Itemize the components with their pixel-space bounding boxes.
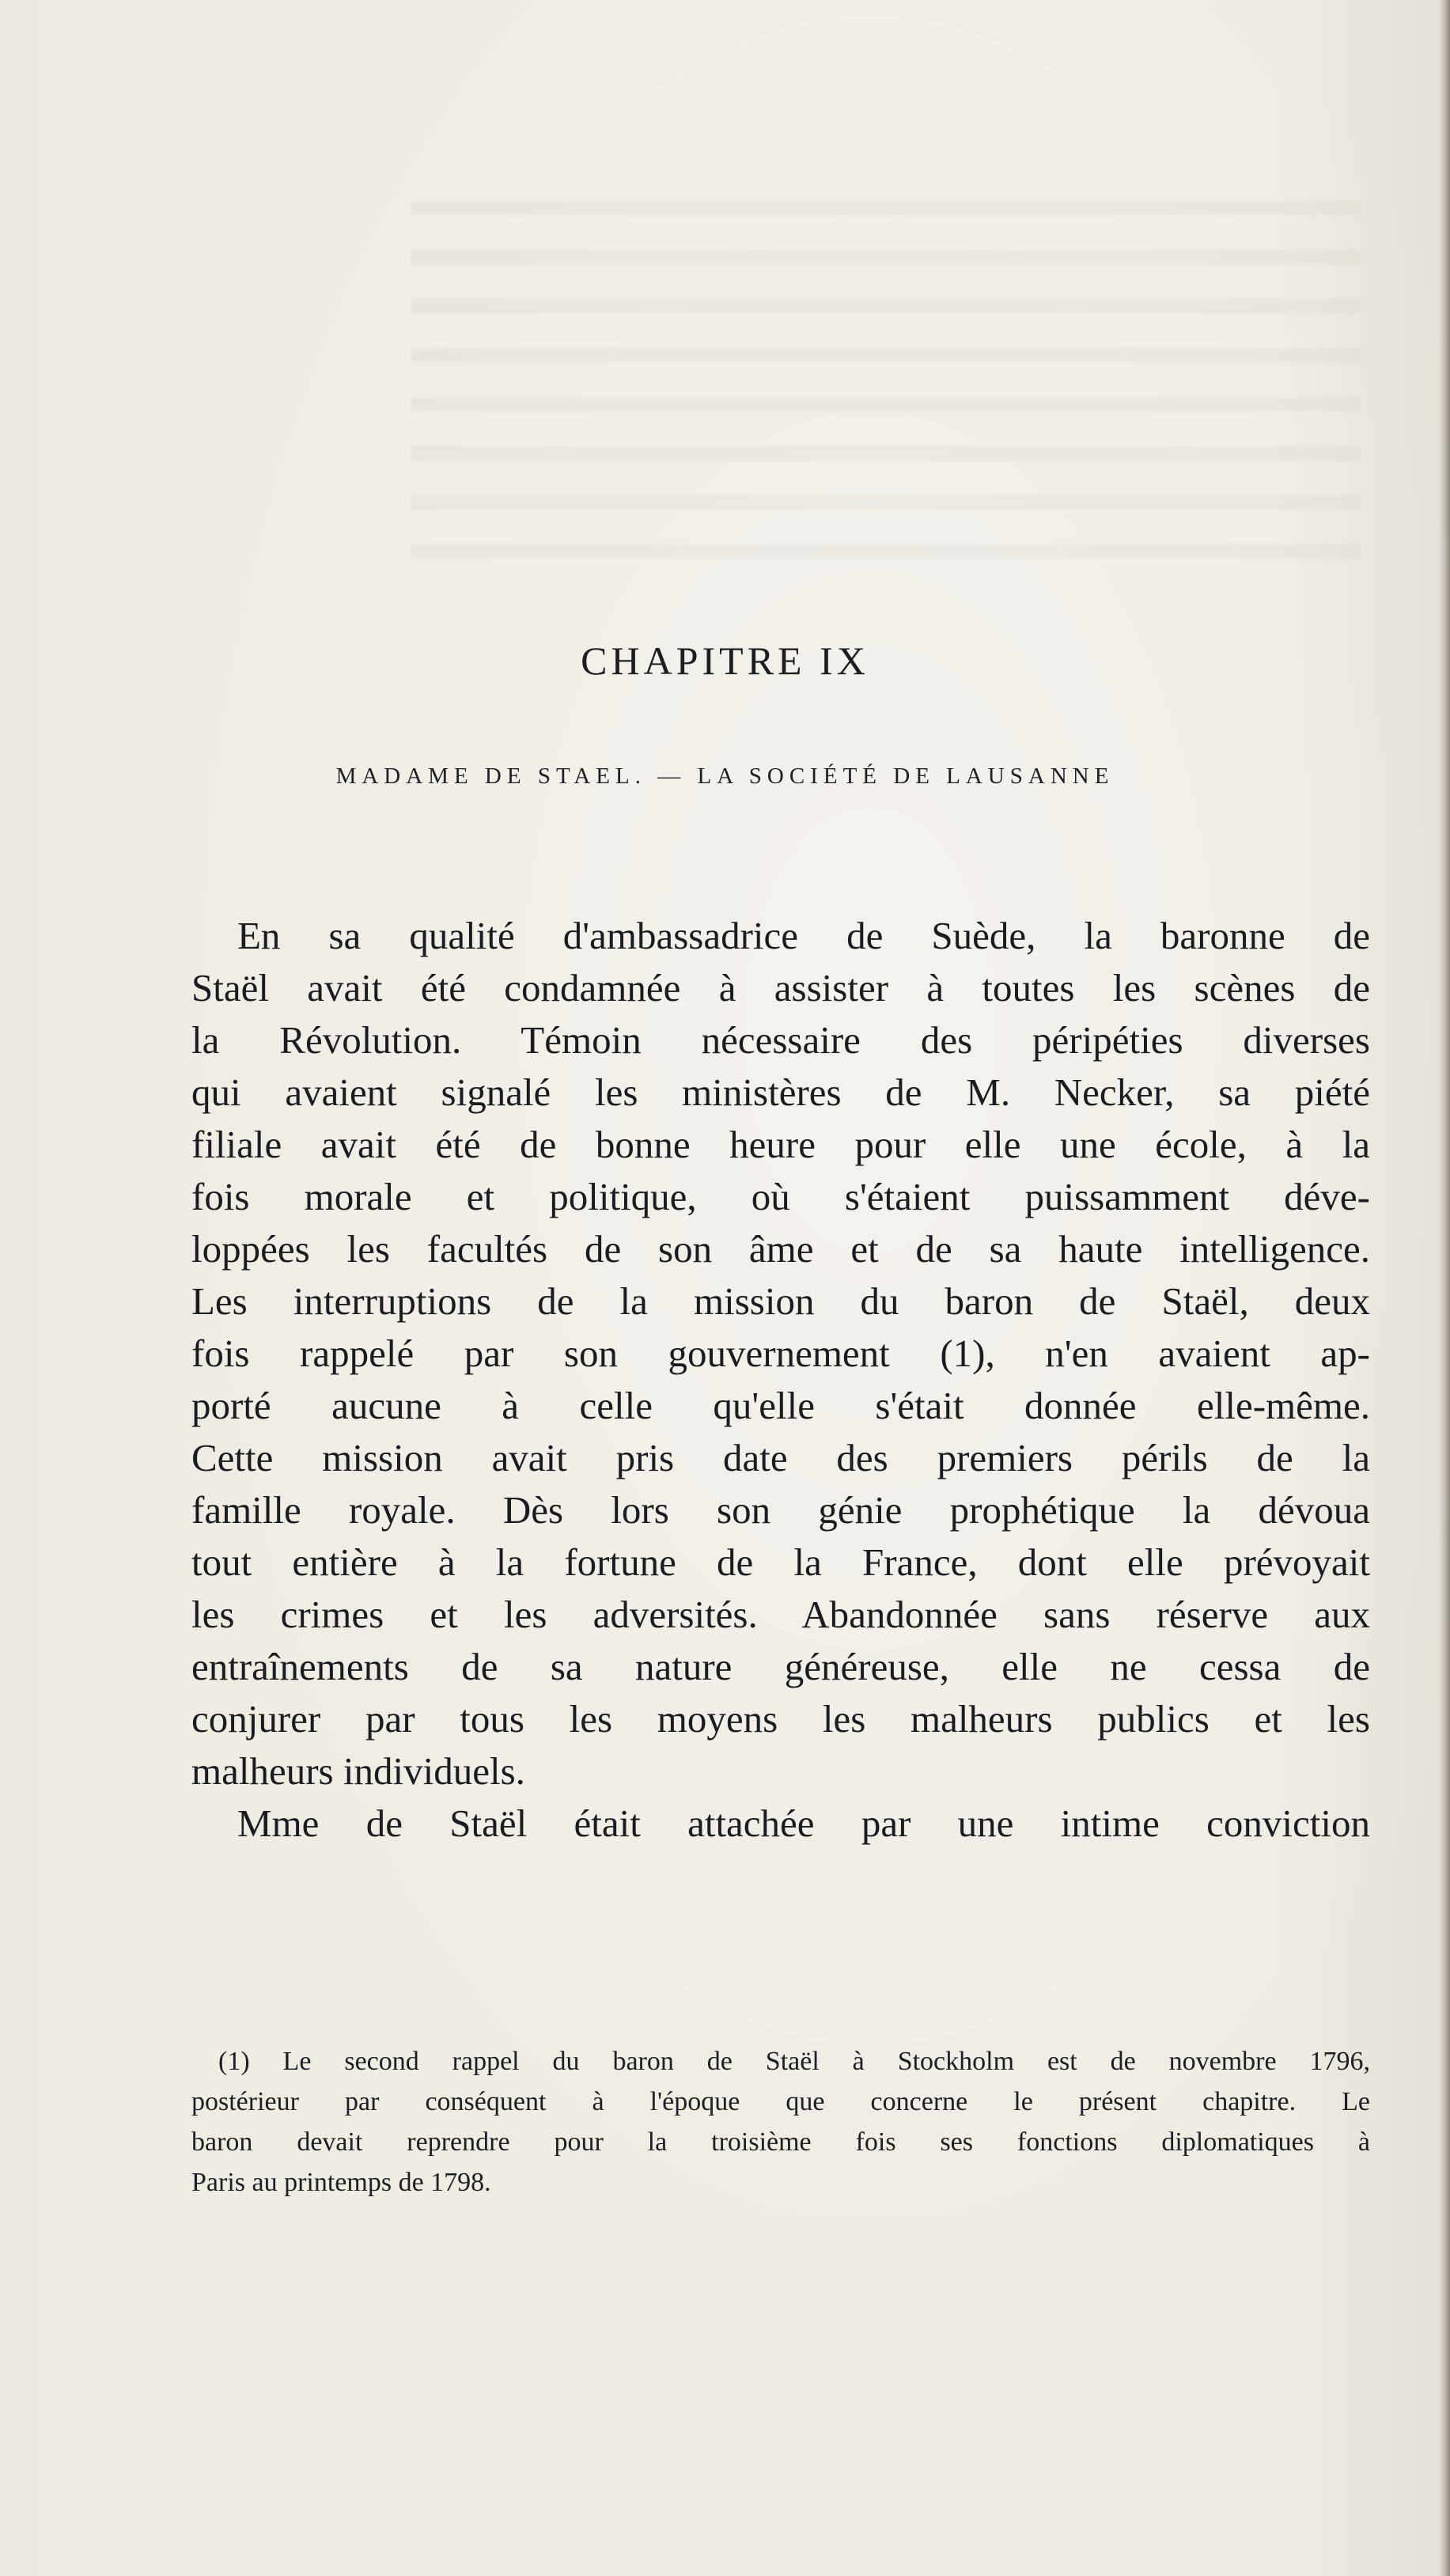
- text-line: famille royale. Dès lors son génie prophétique la dévoua: [191, 1488, 1370, 1532]
- footnote-line: Paris au printemps de 1798.: [191, 2168, 491, 2197]
- text-line: tout entière à la fortune de la France, dont elle prévoyait: [191, 1540, 1370, 1584]
- text-line: En sa qualité d'ambassadrice de Suède, la baronne de: [237, 914, 1370, 957]
- text-line: conjurer par tous les moyens les malheurs publics et les: [191, 1697, 1370, 1741]
- text-line: Les interruptions de la mission du baron de Staël, deux: [191, 1279, 1370, 1323]
- text-line: porté aucune à celle qu'elle s'était donnée elle-même.: [191, 1384, 1370, 1427]
- footnote-line: (1) Le second rappel du baron de Staël à Stockholm est de novembre 1796,: [218, 2047, 1370, 2076]
- text-line: Mme de Staël était attachée par une intime conviction: [237, 1801, 1370, 1845]
- text-line: loppées les facultés de son âme et de sa haute intelligence.: [191, 1227, 1370, 1271]
- text-line: la Révolution. Témoin nécessaire des péripéties diverses: [191, 1018, 1370, 1062]
- text-line: les crimes et les adversités. Abandonnée sans réserve aux: [191, 1593, 1370, 1636]
- text-line: Cette mission avait pris date des premiers périls de la: [191, 1436, 1370, 1479]
- text-line: qui avaient signalé les ministères de M. Necker, sa piété: [191, 1070, 1370, 1114]
- text-line: entraînements de sa nature généreuse, elle ne cessa de: [191, 1645, 1370, 1688]
- body-text: [191, 910, 1370, 1850]
- footnote-line: baron devait reprendre pour la troisième fois ses fonctions diplomatiques à: [191, 2127, 1370, 2157]
- chapter-title: CHAPITRE IX: [581, 638, 869, 683]
- page-edge-shadow: [1439, 0, 1450, 2576]
- text-line: Staël avait été condamnée à assister à toutes les scènes de: [191, 966, 1370, 1010]
- text-line: malheurs individuels.: [191, 1749, 525, 1793]
- text-line: fois morale et politique, où s'étaient puissamment déve-: [191, 1175, 1370, 1218]
- footnote: [191, 2041, 1370, 2203]
- footnote-line: postérieur par conséquent à l'époque que concerne le présent chapitre. Le: [191, 2087, 1370, 2116]
- bleed-through-texture: [411, 166, 1361, 578]
- text-line: filiale avait été de bonne heure pour elle une école, à la: [191, 1123, 1370, 1166]
- chapter-subtitle: MADAME DE STAEL. — LA SOCIÉTÉ DE LAUSANNE: [335, 763, 1115, 789]
- text-line: fois rappelé par son gouvernement (1), n'en avaient ap-: [191, 1332, 1370, 1375]
